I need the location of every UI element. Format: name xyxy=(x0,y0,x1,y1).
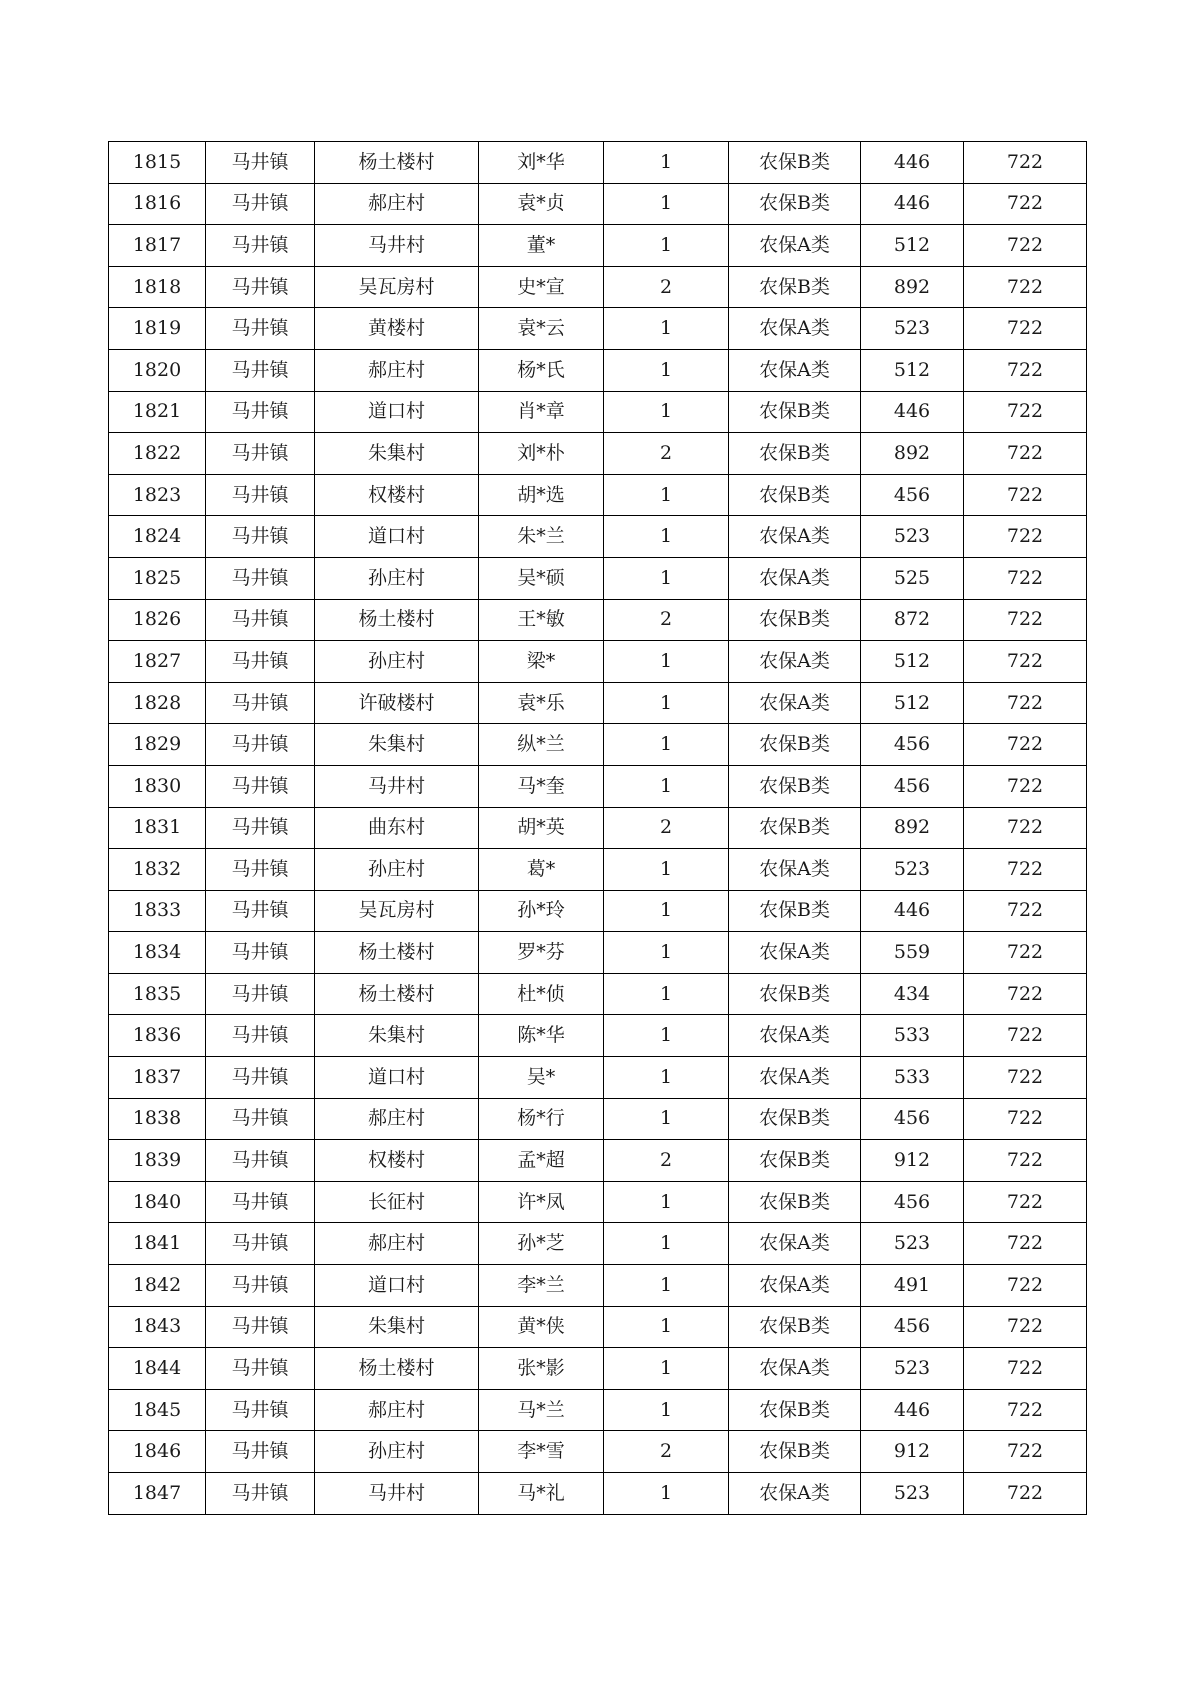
name-cell: 吴* xyxy=(479,1057,604,1099)
household-size-cell: 2 xyxy=(604,1140,729,1182)
village-cell: 许破楼村 xyxy=(315,682,479,724)
name-cell: 杨*行 xyxy=(479,1098,604,1140)
standard-cell: 722 xyxy=(964,474,1087,516)
amount-cell: 523 xyxy=(861,1348,964,1390)
standard-cell: 722 xyxy=(964,1348,1087,1390)
table-row xyxy=(109,225,1087,267)
table-row xyxy=(109,433,1087,475)
standard-cell: 722 xyxy=(964,349,1087,391)
town-cell: 马井镇 xyxy=(206,349,315,391)
amount-cell: 446 xyxy=(861,890,964,932)
insurance-category-cell: 农保B类 xyxy=(729,1181,861,1223)
insurance-category-cell: 农保B类 xyxy=(729,973,861,1015)
household-size-cell: 1 xyxy=(604,349,729,391)
amount-cell: 446 xyxy=(861,391,964,433)
name-cell: 马*礼 xyxy=(479,1473,604,1515)
amount-cell: 456 xyxy=(861,474,964,516)
town-cell: 马井镇 xyxy=(206,932,315,974)
town-cell: 马井镇 xyxy=(206,516,315,558)
standard-cell: 722 xyxy=(964,973,1087,1015)
serial-number-cell: 1839 xyxy=(109,1140,206,1182)
serial-number-cell: 1834 xyxy=(109,932,206,974)
table-row xyxy=(109,1348,1087,1390)
insurance-category-cell: 农保A类 xyxy=(729,849,861,891)
table-row xyxy=(109,183,1087,225)
table-row xyxy=(109,724,1087,766)
standard-cell: 722 xyxy=(964,932,1087,974)
town-cell: 马井镇 xyxy=(206,973,315,1015)
name-cell: 马*兰 xyxy=(479,1389,604,1431)
amount-cell: 892 xyxy=(861,433,964,475)
town-cell: 马井镇 xyxy=(206,1473,315,1515)
name-cell: 袁*贞 xyxy=(479,183,604,225)
town-cell: 马井镇 xyxy=(206,557,315,599)
town-cell: 马井镇 xyxy=(206,225,315,267)
village-cell: 朱集村 xyxy=(315,724,479,766)
serial-number-cell: 1836 xyxy=(109,1015,206,1057)
amount-cell: 523 xyxy=(861,849,964,891)
town-cell: 马井镇 xyxy=(206,308,315,350)
household-size-cell: 1 xyxy=(604,641,729,683)
table-row xyxy=(109,1306,1087,1348)
standard-cell: 722 xyxy=(964,516,1087,558)
name-cell: 吴*硕 xyxy=(479,557,604,599)
serial-number-cell: 1847 xyxy=(109,1473,206,1515)
standard-cell: 722 xyxy=(964,1223,1087,1265)
village-cell: 朱集村 xyxy=(315,1306,479,1348)
village-cell: 道口村 xyxy=(315,1057,479,1099)
table-row xyxy=(109,1140,1087,1182)
amount-cell: 523 xyxy=(861,1473,964,1515)
serial-number-cell: 1843 xyxy=(109,1306,206,1348)
household-size-cell: 1 xyxy=(604,474,729,516)
serial-number-cell: 1821 xyxy=(109,391,206,433)
household-size-cell: 1 xyxy=(604,142,729,184)
town-cell: 马井镇 xyxy=(206,849,315,891)
name-cell: 袁*乐 xyxy=(479,682,604,724)
standard-cell: 722 xyxy=(964,308,1087,350)
standard-cell: 722 xyxy=(964,641,1087,683)
name-cell: 孟*超 xyxy=(479,1140,604,1182)
serial-number-cell: 1816 xyxy=(109,183,206,225)
insurance-category-cell: 农保B类 xyxy=(729,433,861,475)
amount-cell: 533 xyxy=(861,1057,964,1099)
village-cell: 孙庄村 xyxy=(315,641,479,683)
serial-number-cell: 1838 xyxy=(109,1098,206,1140)
household-size-cell: 1 xyxy=(604,516,729,558)
town-cell: 马井镇 xyxy=(206,142,315,184)
insurance-category-cell: 农保B类 xyxy=(729,724,861,766)
town-cell: 马井镇 xyxy=(206,1389,315,1431)
household-size-cell: 2 xyxy=(604,599,729,641)
serial-number-cell: 1826 xyxy=(109,599,206,641)
village-cell: 黄楼村 xyxy=(315,308,479,350)
household-size-cell: 1 xyxy=(604,308,729,350)
table-row xyxy=(109,973,1087,1015)
household-size-cell: 1 xyxy=(604,849,729,891)
name-cell: 胡*英 xyxy=(479,807,604,849)
insurance-category-cell: 农保A类 xyxy=(729,1223,861,1265)
name-cell: 陈*华 xyxy=(479,1015,604,1057)
village-cell: 杨土楼村 xyxy=(315,973,479,1015)
name-cell: 梁* xyxy=(479,641,604,683)
serial-number-cell: 1840 xyxy=(109,1181,206,1223)
household-size-cell: 1 xyxy=(604,1473,729,1515)
village-cell: 吴瓦房村 xyxy=(315,890,479,932)
standard-cell: 722 xyxy=(964,142,1087,184)
amount-cell: 892 xyxy=(861,807,964,849)
serial-number-cell: 1832 xyxy=(109,849,206,891)
household-size-cell: 1 xyxy=(604,765,729,807)
household-size-cell: 1 xyxy=(604,183,729,225)
name-cell: 朱*兰 xyxy=(479,516,604,558)
serial-number-cell: 1828 xyxy=(109,682,206,724)
village-cell: 杨土楼村 xyxy=(315,599,479,641)
serial-number-cell: 1837 xyxy=(109,1057,206,1099)
amount-cell: 525 xyxy=(861,557,964,599)
amount-cell: 491 xyxy=(861,1265,964,1307)
table-row xyxy=(109,890,1087,932)
amount-cell: 434 xyxy=(861,973,964,1015)
standard-cell: 722 xyxy=(964,1306,1087,1348)
name-cell: 李*雪 xyxy=(479,1431,604,1473)
village-cell: 朱集村 xyxy=(315,1015,479,1057)
household-size-cell: 1 xyxy=(604,1181,729,1223)
insurance-category-cell: 农保B类 xyxy=(729,474,861,516)
insurance-category-cell: 农保A类 xyxy=(729,557,861,599)
insurance-category-cell: 农保A类 xyxy=(729,308,861,350)
household-size-cell: 1 xyxy=(604,557,729,599)
insurance-category-cell: 农保B类 xyxy=(729,599,861,641)
village-cell: 马井村 xyxy=(315,1473,479,1515)
standard-cell: 722 xyxy=(964,682,1087,724)
household-size-cell: 2 xyxy=(604,1431,729,1473)
household-size-cell: 2 xyxy=(604,807,729,849)
town-cell: 马井镇 xyxy=(206,1306,315,1348)
table-row xyxy=(109,1389,1087,1431)
table-row xyxy=(109,142,1087,184)
household-size-cell: 1 xyxy=(604,1389,729,1431)
town-cell: 马井镇 xyxy=(206,183,315,225)
name-cell: 刘*朴 xyxy=(479,433,604,475)
household-size-cell: 1 xyxy=(604,391,729,433)
name-cell: 董* xyxy=(479,225,604,267)
amount-cell: 456 xyxy=(861,1181,964,1223)
standard-cell: 722 xyxy=(964,1140,1087,1182)
amount-cell: 456 xyxy=(861,724,964,766)
name-cell: 王*敏 xyxy=(479,599,604,641)
serial-number-cell: 1844 xyxy=(109,1348,206,1390)
household-size-cell: 1 xyxy=(604,225,729,267)
amount-cell: 456 xyxy=(861,1098,964,1140)
serial-number-cell: 1823 xyxy=(109,474,206,516)
standard-cell: 722 xyxy=(964,183,1087,225)
town-cell: 马井镇 xyxy=(206,391,315,433)
village-cell: 长征村 xyxy=(315,1181,479,1223)
amount-cell: 872 xyxy=(861,599,964,641)
amount-cell: 512 xyxy=(861,349,964,391)
household-size-cell: 1 xyxy=(604,1306,729,1348)
table-row xyxy=(109,1015,1087,1057)
village-cell: 郝庄村 xyxy=(315,349,479,391)
standard-cell: 722 xyxy=(964,724,1087,766)
amount-cell: 446 xyxy=(861,142,964,184)
standard-cell: 722 xyxy=(964,849,1087,891)
town-cell: 马井镇 xyxy=(206,724,315,766)
amount-cell: 456 xyxy=(861,1306,964,1348)
standard-cell: 722 xyxy=(964,765,1087,807)
household-size-cell: 1 xyxy=(604,890,729,932)
table-row xyxy=(109,516,1087,558)
village-cell: 郝庄村 xyxy=(315,1098,479,1140)
insurance-category-cell: 农保B类 xyxy=(729,1306,861,1348)
name-cell: 袁*云 xyxy=(479,308,604,350)
town-cell: 马井镇 xyxy=(206,433,315,475)
table-row xyxy=(109,641,1087,683)
table-row xyxy=(109,599,1087,641)
standard-cell: 722 xyxy=(964,1473,1087,1515)
insurance-category-cell: 农保B类 xyxy=(729,142,861,184)
serial-number-cell: 1831 xyxy=(109,807,206,849)
serial-number-cell: 1829 xyxy=(109,724,206,766)
village-cell: 道口村 xyxy=(315,391,479,433)
village-cell: 道口村 xyxy=(315,1265,479,1307)
insurance-category-cell: 农保B类 xyxy=(729,183,861,225)
village-cell: 马井村 xyxy=(315,765,479,807)
standard-cell: 722 xyxy=(964,1389,1087,1431)
village-cell: 杨土楼村 xyxy=(315,1348,479,1390)
household-size-cell: 1 xyxy=(604,1348,729,1390)
town-cell: 马井镇 xyxy=(206,1223,315,1265)
insurance-category-cell: 农保A类 xyxy=(729,932,861,974)
village-cell: 权楼村 xyxy=(315,474,479,516)
name-cell: 孙*芝 xyxy=(479,1223,604,1265)
table-row xyxy=(109,682,1087,724)
name-cell: 杜*侦 xyxy=(479,973,604,1015)
standard-cell: 722 xyxy=(964,1431,1087,1473)
serial-number-cell: 1835 xyxy=(109,973,206,1015)
household-size-cell: 1 xyxy=(604,1223,729,1265)
standard-cell: 722 xyxy=(964,1098,1087,1140)
serial-number-cell: 1824 xyxy=(109,516,206,558)
table-row xyxy=(109,1057,1087,1099)
table-row xyxy=(109,807,1087,849)
household-size-cell: 1 xyxy=(604,973,729,1015)
roster-table-body xyxy=(109,142,1087,1515)
name-cell: 胡*选 xyxy=(479,474,604,516)
village-cell: 吴瓦房村 xyxy=(315,266,479,308)
village-cell: 杨土楼村 xyxy=(315,932,479,974)
village-cell: 孙庄村 xyxy=(315,1431,479,1473)
serial-number-cell: 1817 xyxy=(109,225,206,267)
insurance-category-cell: 农保A类 xyxy=(729,1057,861,1099)
amount-cell: 912 xyxy=(861,1140,964,1182)
standard-cell: 722 xyxy=(964,1015,1087,1057)
village-cell: 杨土楼村 xyxy=(315,142,479,184)
table-row xyxy=(109,557,1087,599)
town-cell: 马井镇 xyxy=(206,1140,315,1182)
insurance-category-cell: 农保A类 xyxy=(729,516,861,558)
table-row xyxy=(109,349,1087,391)
amount-cell: 446 xyxy=(861,183,964,225)
name-cell: 孙*玲 xyxy=(479,890,604,932)
name-cell: 刘*华 xyxy=(479,142,604,184)
town-cell: 马井镇 xyxy=(206,266,315,308)
town-cell: 马井镇 xyxy=(206,1181,315,1223)
town-cell: 马井镇 xyxy=(206,807,315,849)
household-size-cell: 1 xyxy=(604,1057,729,1099)
insurance-category-cell: 农保B类 xyxy=(729,1140,861,1182)
insurance-category-cell: 农保A类 xyxy=(729,349,861,391)
standard-cell: 722 xyxy=(964,433,1087,475)
household-size-cell: 1 xyxy=(604,932,729,974)
insurance-category-cell: 农保B类 xyxy=(729,890,861,932)
standard-cell: 722 xyxy=(964,599,1087,641)
standard-cell: 722 xyxy=(964,1057,1087,1099)
insurance-category-cell: 农保A类 xyxy=(729,1265,861,1307)
town-cell: 马井镇 xyxy=(206,1348,315,1390)
village-cell: 权楼村 xyxy=(315,1140,479,1182)
insurance-category-cell: 农保A类 xyxy=(729,641,861,683)
name-cell: 杨*氏 xyxy=(479,349,604,391)
table-row xyxy=(109,1181,1087,1223)
household-size-cell: 1 xyxy=(604,682,729,724)
name-cell: 黄*侠 xyxy=(479,1306,604,1348)
village-cell: 孙庄村 xyxy=(315,557,479,599)
amount-cell: 523 xyxy=(861,308,964,350)
name-cell: 纵*兰 xyxy=(479,724,604,766)
insurance-category-cell: 农保B类 xyxy=(729,1431,861,1473)
standard-cell: 722 xyxy=(964,1181,1087,1223)
household-size-cell: 1 xyxy=(604,724,729,766)
village-cell: 孙庄村 xyxy=(315,849,479,891)
table-row xyxy=(109,765,1087,807)
amount-cell: 446 xyxy=(861,1389,964,1431)
name-cell: 许*凤 xyxy=(479,1181,604,1223)
serial-number-cell: 1822 xyxy=(109,433,206,475)
name-cell: 张*影 xyxy=(479,1348,604,1390)
amount-cell: 512 xyxy=(861,225,964,267)
table-row xyxy=(109,1223,1087,1265)
name-cell: 史*宣 xyxy=(479,266,604,308)
insurance-category-cell: 农保A类 xyxy=(729,1348,861,1390)
amount-cell: 912 xyxy=(861,1431,964,1473)
town-cell: 马井镇 xyxy=(206,765,315,807)
standard-cell: 722 xyxy=(964,1265,1087,1307)
household-size-cell: 2 xyxy=(604,433,729,475)
insurance-category-cell: 农保A类 xyxy=(729,1015,861,1057)
table-row xyxy=(109,391,1087,433)
standard-cell: 722 xyxy=(964,225,1087,267)
amount-cell: 559 xyxy=(861,932,964,974)
serial-number-cell: 1820 xyxy=(109,349,206,391)
insurance-category-cell: 农保B类 xyxy=(729,1098,861,1140)
table-row xyxy=(109,474,1087,516)
serial-number-cell: 1833 xyxy=(109,890,206,932)
insurance-category-cell: 农保A类 xyxy=(729,682,861,724)
insurance-category-cell: 农保B类 xyxy=(729,807,861,849)
table-row xyxy=(109,1431,1087,1473)
town-cell: 马井镇 xyxy=(206,1098,315,1140)
standard-cell: 722 xyxy=(964,807,1087,849)
insurance-category-cell: 农保B类 xyxy=(729,266,861,308)
insurance-category-cell: 农保A类 xyxy=(729,225,861,267)
standard-cell: 722 xyxy=(964,557,1087,599)
serial-number-cell: 1815 xyxy=(109,142,206,184)
amount-cell: 512 xyxy=(861,641,964,683)
serial-number-cell: 1841 xyxy=(109,1223,206,1265)
household-size-cell: 1 xyxy=(604,1098,729,1140)
insurance-category-cell: 农保B类 xyxy=(729,765,861,807)
table-row xyxy=(109,1265,1087,1307)
town-cell: 马井镇 xyxy=(206,1057,315,1099)
table-row xyxy=(109,308,1087,350)
name-cell: 罗*芬 xyxy=(479,932,604,974)
name-cell: 马*奎 xyxy=(479,765,604,807)
household-size-cell: 1 xyxy=(604,1265,729,1307)
serial-number-cell: 1842 xyxy=(109,1265,206,1307)
serial-number-cell: 1825 xyxy=(109,557,206,599)
town-cell: 马井镇 xyxy=(206,1431,315,1473)
serial-number-cell: 1845 xyxy=(109,1389,206,1431)
table-row xyxy=(109,266,1087,308)
amount-cell: 512 xyxy=(861,682,964,724)
village-cell: 郝庄村 xyxy=(315,1389,479,1431)
village-cell: 曲东村 xyxy=(315,807,479,849)
serial-number-cell: 1819 xyxy=(109,308,206,350)
table-row xyxy=(109,1473,1087,1515)
household-size-cell: 1 xyxy=(604,1015,729,1057)
serial-number-cell: 1846 xyxy=(109,1431,206,1473)
insurance-category-cell: 农保B类 xyxy=(729,1389,861,1431)
household-size-cell: 2 xyxy=(604,266,729,308)
amount-cell: 523 xyxy=(861,1223,964,1265)
insurance-category-cell: 农保A类 xyxy=(729,1473,861,1515)
town-cell: 马井镇 xyxy=(206,1015,315,1057)
village-cell: 朱集村 xyxy=(315,433,479,475)
standard-cell: 722 xyxy=(964,890,1087,932)
standard-cell: 722 xyxy=(964,266,1087,308)
village-cell: 马井村 xyxy=(315,225,479,267)
standard-cell: 722 xyxy=(964,391,1087,433)
serial-number-cell: 1818 xyxy=(109,266,206,308)
town-cell: 马井镇 xyxy=(206,1265,315,1307)
table-row xyxy=(109,932,1087,974)
serial-number-cell: 1827 xyxy=(109,641,206,683)
roster-table xyxy=(108,141,1087,1515)
village-cell: 郝庄村 xyxy=(315,1223,479,1265)
town-cell: 马井镇 xyxy=(206,641,315,683)
table-row xyxy=(109,849,1087,891)
insurance-category-cell: 农保B类 xyxy=(729,391,861,433)
amount-cell: 892 xyxy=(861,266,964,308)
amount-cell: 456 xyxy=(861,765,964,807)
village-cell: 郝庄村 xyxy=(315,183,479,225)
town-cell: 马井镇 xyxy=(206,682,315,724)
amount-cell: 533 xyxy=(861,1015,964,1057)
serial-number-cell: 1830 xyxy=(109,765,206,807)
town-cell: 马井镇 xyxy=(206,599,315,641)
name-cell: 葛* xyxy=(479,849,604,891)
name-cell: 肖*章 xyxy=(479,391,604,433)
table-row xyxy=(109,1098,1087,1140)
town-cell: 马井镇 xyxy=(206,474,315,516)
town-cell: 马井镇 xyxy=(206,890,315,932)
village-cell: 道口村 xyxy=(315,516,479,558)
amount-cell: 523 xyxy=(861,516,964,558)
name-cell: 李*兰 xyxy=(479,1265,604,1307)
